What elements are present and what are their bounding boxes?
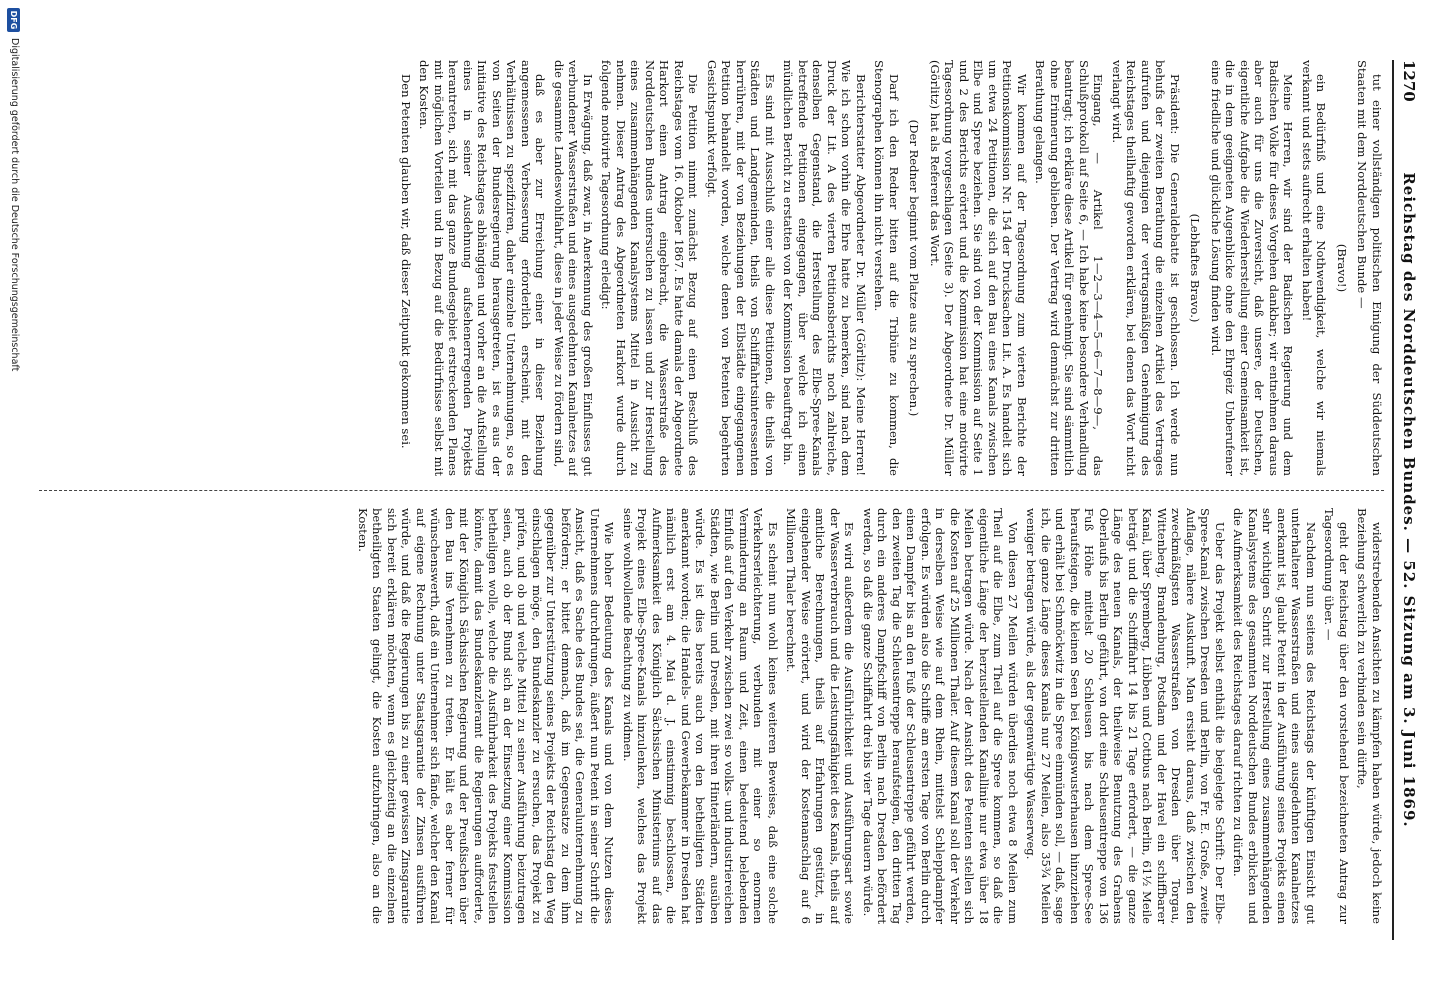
paragraph: Die Petition nimmt zunächst Bezug auf einen Beschluß des Reichstages vom 16. Oktober 1867. Es hatte damals der Abgeordnete Harkort einen Antrag eingebracht, die Wasserstraße des Norddeutschen Bundes untersuchen zu lassen und zur Herstellung eines zusammenhängenden Kanalsystems Mittel in Aussicht zu nehmen. Dieser Antrag des Abgeordneten Harkort wurde durch folgende motivirte Tagesordnung erledigt:	[599, 60, 701, 476]
paragraph: Von diesen 27 Meilen würden überdies noch etwa 8 Meilen zum Theil auf die Elbe, zum Theil auf die Spree kommen, so daß die eigentliche Länge der herzustellenden Kanallinie nur etwa über 18 Meilen betragen würde. Nach der Ansicht des Petenten stellen sich die Kosten auf 25 Millionen Thaler. Auf diesem Kanal soll der Verkehr in derselben Weise wie auf dem Rhein, mittelst Schleppdampfer erfolgen. Es würden also die Schiffe am ersten Tage von Berlin durch einen Dampfer bis an den Fuß der Schleusentreppe geführt werden, den zweiten Tag die Schleusentreppe heraufsteigen, den dritten Tag durch ein anderes Dampfschiff von Berlin nach Dresden befördert werden, so daß die ganze Schiffahrt drei bis vier Tage dauern würde.	[861, 508, 1020, 924]
paragraph: In Erwägung, daß zwar, in Anerkennung des großen Einflusses gut verbundener Wasserstraßen und eines ausgedehnten Kanalnetzes auf die gesammte Landeswohlfahrt, diese in jeder Weise zu fördern sind,	[552, 60, 595, 476]
paragraph: Darf ich den Redner bitten auf die Tribüne zu kommen, die Stenographen können ihn nicht verstehen.	[872, 60, 901, 476]
page-number: 1270	[1400, 60, 1418, 102]
column-divider	[39, 490, 1384, 491]
left-column	[39, 60, 1384, 476]
paragraph: Ueber das Projekt selbst enthält die beigelegte Schrift: Der Elbe-Spree-Kanal zwischen Dresden und Berlin, von Fr. E. Große, zweite Auflage, nähere Auskunft. Man ersieht daraus, daß zwischen den zweckmäßigsten Wasserstraßen von Dresden über Torgau, Wittenberg, Brandenburg, Potsdam und der Havel ein schiffbarer Kanal, über Spremberg, Lübben und Cottbus nach Berlin, 61½ Meile beträgt und die Schifffahrt 14 bis 21 Tage erfordert, — die ganze Länge des neuen Kanals, der theilweise Benutzung des Grabens Oberlaufs bis Berlin geführt, von dort eine Schleusentreppe von 136 Fuß Höhe mittelst 20 Schleusen bis nach dem Spree-See heraufsteigen, die kleinen Seen bei Königswusterhausen hinzuziehen und erhält bei Schmöckwitz in die Spree einmünden soll, — daß, sage ich, die ganze Länge dieses Kanals nur 27 Meilen, also 35¾ Meilen weniger betragen würde, als der gegenwärtige Wasserweg.	[1024, 508, 1227, 924]
paragraph: geht der Reichstag über den vorstehend bezeichneten Antrag zur Tagesordnung über. —	[1322, 508, 1351, 924]
paragraph: daß es aber zur Erreichung einer in dieser Beziehung angemessenen Verbesserung erforderlich erscheint, mit den Verhältnissen zu spezifiziren, daher einzelne Unternehmungen, so es von Seiten der Bundesregierung herausgetreten, ist es aus der Initiative des Reichstages abhängigen und vorher an die Aufstellung eines in seiner Ausdehnung aufsehenerregenden Projekts herantreten, sich mit das ganze Bundesgebiet erstreckenden Planes mit möglichen Vorteilen und in Bezug auf die Bedürfnisse selbst mit den Kosten.	[417, 60, 548, 476]
paragraph: ein Bedürfniß und eine Nothwendigkeit, welche wir niemals verkannt und stets aufrecht erhalten haben!	[1300, 60, 1329, 476]
paragraph: Wir kommen auf der Tagesordnung zum vierten Berichte der Petitionskommission Nr. 154 der Drucksachen Lit. A. Es handelt sich um etwa 24 Petitionen, die sich auf den Bau eines Kanals zwischen Elbe und Spree beziehen. Sie sind von der Kommission auf Seite 1 und 2 des Berichts erörtert und die Kommission hat eine motivirte Tagesordnung vorgeschlagen (Seite 3). Der Abgeordnete Dr. Müller (Görlitz) hat als Referent das Wort.	[928, 60, 1029, 476]
funding-note: Digitalisierung gefördert durch die Deutsche Forschungsgemeinschaft	[9, 38, 20, 372]
paragraph: Wie hoher Bedeutung des Kanals und von dem Nutzen dieses Unternehmens durchdrungen, äußert nun Petent in seiner Schrift die Ansicht, daß es Sache des Bundes sei, die Generalunternehmung zu befördern; er bittet demnach, daß im Gegensatze zu dem ihm gegenüber zur Unterstützung seines Projekts der Reichstag den Weg einschlagen möge, den Bundeskanzler zu ersuchen, das Projekt zu prüfen, und ob und welche Mittel zu seiner Ausführung beizutragen seien, auch ob der Bund sich an der Einsetzung einer Kommission betheiligen wolle, welche die Ausführbarkeit des Projekts feststellen könnte, damit das Bundeskanzleramt die Regierungen aufforderte, mit der Königlich Sächsischen Regierung und der Preußischen über den Bau ins Vernehmen zu treten. Er hält es aber ferner für wünschenswerth, daß ein Unternehmer sich fände, welcher den Kanal auf eigene Rechnung unter Staatsgarantie der Zinsen ausführen würde, und daß die Regierungen bis zu einer gewissen Zinsgarantie sich bereit erklären möchten, wenn es gleichzeitig an die einzelnen betheiligten Staaten gelingt, die Kosten aufzubringen, also an die Kosten.	[356, 508, 617, 924]
paragraph: Den Petenten glauben wir, daß dieser Zeitpunkt gekommen sei.	[399, 74, 413, 449]
paragraph: Nachdem nun seitens des Reichstags der künftigen Einsicht gut unterhaltener Wasserstraßen und eines ausgedehnten Kanalnetzes anerkannt ist, glaubt Petent in der Ausführung seines Projekts einen sehr wichtigen Schritt zur Herstellung eines zusammenhängenden Kanalsystems des gesammten Norddeutschen Bundes erblicken und die Aufmerksamkeit des Reichstages darauf richten zu dürfen.	[1231, 508, 1318, 924]
paragraph: widerstrebenden Ansichten zu kämpfen haben würde, jedoch keine Beziehung schwerlich zu verbinden sein dürfte,	[1355, 508, 1384, 924]
right-column	[39, 508, 1384, 924]
interjection: (Bravo!)	[1335, 243, 1349, 293]
paragraph: Es sind mit Ausschluß einer alle diese Petitionen, die theils von Städten und Landgemeinden, theils von Schifffahrtsinteressenten herrühren, mit der von Beziehungen der Elbstädte eingegangenen Petition behandelt worden, welche denen von Petenten begehrten Gesichtspunkt verfolgt.	[705, 60, 777, 476]
paragraph: Eingang, — Artikel 1—2—3—4—5—6—7—8—9—, das Schlußprotokoll auf Seite 6, — Ich habe keine besondere Verhandlung beantragt; ich erkläre diese Artikel für genehmigt. Sie sind sämmtlich ohne Erinnerung geblieben. Der Vertrag wird demnächst zur dritten Berathung gelangen.	[1033, 60, 1106, 476]
page-title: Reichstag des Norddeutschen Bundes. — 52. Sitzung am 3. Juni 1869.	[1400, 172, 1418, 828]
page-header	[1392, 60, 1418, 940]
interjection: (Lebhaftes Bravo.)	[1188, 213, 1203, 323]
paragraph: Es wird außerdem die Ausführlichkeit und Ausführungsart sowie der Wasserverbrauch und die Leistungsfähigkeit des Kanals, theils auf amtliche Berechnungen, theils auf Erfahrungen gestützt, in eingehender Weise erörtert, und wird der Kostenanschlag auf 6 Millionen Thaler berechnet.	[784, 508, 857, 924]
paragraph: Meine Herren, wir sind der Badischen Regierung und dem Badischen Volke für dieses Vorgehen dankbar; wir entnehmen daraus aber auch für uns die Zuversicht, daß unsere, der Deutschen, eigentliche Aufgabe die Wiederherstellung einer Gemeinsamkeit ist, die in dem geeigneten Augenblicke ohne den Ehrgeiz Unberufener eine friedliche und glückliche Lösung finden wird.	[1209, 60, 1296, 476]
interjection: (Der Redner beginnt vom Platze aus zu sprechen.)	[907, 119, 922, 417]
paragraph: Präsident: Die Generaldebatte ist geschlossen. Ich werde nun behufs der zweiten Berathung die einzelnen Artikel des Vertrages aufrufen und diejenigen der vertragsmäßigen Genehmigung des Reichstages theilhaftig geworden erklären, bei denen das Wort nicht verlangt wird.	[1110, 60, 1182, 476]
paragraph: tut einer vollständigen politischen Einigung der Süddeutschen Staaten mit dem Norddeutschen Bunde —	[1355, 60, 1384, 476]
dfg-logo: DFG	[7, 8, 20, 32]
paragraph: Es scheint nun wohl keines weiteren Beweises, daß eine solche Verkehrserleichterung, verbunden mit einer so enormen Verminderung an Raum und Zeit, einen bedeutend belebenden Einfluß auf den Verkehr zwischen zwei so volks- und industriereichen Städten, wie Berlin und Dresden, mit ihren Hinterländern, ausüben würde. Es ist dies bereits auch von den betheiligten Städten anerkannt worden; die Handels- und Gewerbekammer in Dresden hat nämlich erst am 4. Mai d. J. einstimmig beschlossen, die Aufmerksamkeit des Königlich Sächsischen Ministeriums auf das Projekt eines Elbe-Spree-Kanals hinzulenken, welches das Projekt seine wohlwollende Beachtung zu widmen.	[621, 508, 780, 924]
page-footer	[2, 0, 24, 1000]
paragraph: Berichterstatter Abgeordneter Dr. Müller (Görlitz): Meine Herren! Wie ich schon vorhin die Ehre hatte zu bemerken, sind nach dem Druck der Lit. A des vierten Petitionsberichts noch zahlreiche, denselben Gegenstand, die Herstellung des Elbe-Spree-Kanals betreffende Petitionen eingegangen, über welche ich einen mündlichen Bericht zu erstatten von der Kommission beauftragt bin.	[781, 60, 868, 476]
